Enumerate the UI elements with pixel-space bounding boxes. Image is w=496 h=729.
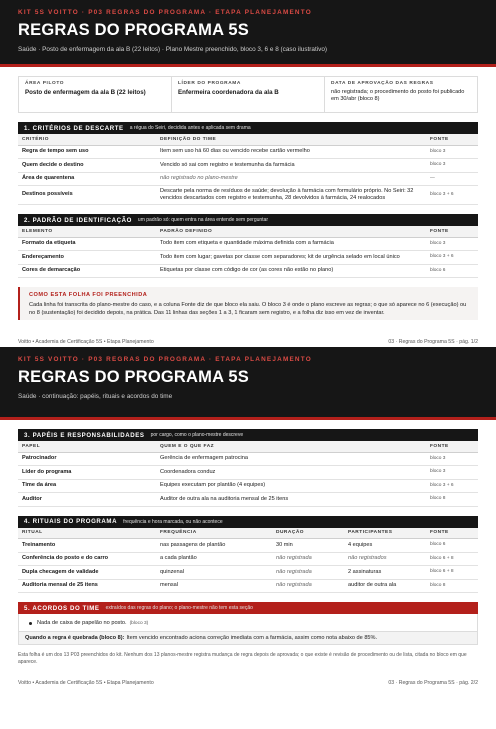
acordos-list (18, 614, 478, 632)
section-papeis (18, 429, 478, 507)
page2-header (0, 347, 496, 417)
page1-title: REGRAS DO PROGRAMA 5S (18, 21, 249, 39)
program-info-box (18, 76, 478, 113)
page2-footer: Voitto • Academia de Certificação 5S • Etapa Planejamento 03 · Regras do Programa 5S · pág. 2/2 (18, 679, 478, 686)
section-header: 1. CRITÉRIOS DE DESCARTE a régua do Seiri, decidida antes e aplicada sem drama (18, 122, 478, 134)
table-header: CRITÉRIO DEFINIÇÃO DO TIME FONTE (18, 134, 478, 145)
table-row: Quem decide o destino Vencido só sai com registro e testemunha da farmácia bloco 3 (18, 159, 478, 173)
page2-title: REGRAS DO PROGRAMA 5S (18, 368, 249, 386)
page2-kicker: KIT 5S VOITTO · P03 REGRAS DO PROGRAMA · ETAPA PLANEJAMENTO (18, 356, 312, 363)
info-area-piloto: ÁREA PILOTO Posto de enfermagem da ala B (22 leitos) (19, 77, 172, 112)
criterios-table (18, 134, 478, 205)
identificacao-table (18, 226, 478, 278)
info-lider: LÍDER DO PROGRAMA Enfermeira coordenadora da ala B (172, 77, 325, 112)
page1-header (0, 0, 496, 64)
table-header: ELEMENTO PADRÃO DEFINIDO FONTE (18, 226, 478, 237)
section-criterios-descarte (18, 122, 478, 205)
table-header: RITUAL FREQUÊNCIA DURAÇÃO PARTICIPANTES FONTE (18, 528, 478, 539)
header-accent-bar (0, 417, 496, 420)
section-header: 5. ACORDOS DO TIME extraídos das regras do plano; o plano-mestre não tem esta seção (18, 602, 478, 614)
table-row: Treinamento nas passagens de plantão 30 min 4 equipes bloco 6 (18, 539, 478, 553)
section-acordos (18, 602, 478, 645)
list-item: Nada de caixa de papelão no posto. (bloco 3) (29, 618, 471, 628)
header-accent-bar (0, 64, 496, 67)
papeis-table (18, 441, 478, 507)
section-header: 4. RITUAIS DO PROGRAMA frequência e hora marcada, ou não acontece (18, 516, 478, 528)
table-header: PAPEL QUEM E O QUE FAZ FONTE (18, 441, 478, 452)
table-row: Regra de tempo sem uso Item sem uso há 60 dias ou vencido recebe cartão vermelho bloco 3 (18, 145, 478, 159)
page2-subtitle: Saúde · continuação: papéis, rituais e acordos do time (18, 393, 173, 400)
table-row: Time da área Equipes executam por plantão (4 equipes) bloco 3 + 6 (18, 479, 478, 493)
table-row: Destinos possíveis Descarte pela norma de resíduos de saúde; devolução à farmácia com formulário próprio. No Seiri: 32 vencidos descartados com registro e testemunha, 28 devolvidos à farmácia, 24 realocados bloco 3 + 6 (18, 186, 478, 205)
table-row: Conferência do posto e do carro a cada plantão não registrada não registrados bloco 6 + 8 (18, 552, 478, 566)
page1-kicker: KIT 5S VOITTO · P03 REGRAS DO PROGRAMA · ETAPA PLANEJAMENTO (18, 9, 312, 16)
page2-note: Esta folha é um dos 13 P03 preenchidos do kit. Nenhum dos 13 planos-mestre registra mudança de regra depois de aprovada; o que existe é revisão de procedimento ou de lista, citada no bloco em que aparece. (18, 652, 467, 666)
page1-footer: Voitto • Academia de Certificação 5S • Etapa Planejamento 03 · Regras do Programa 5S · pág. 1/2 (18, 339, 478, 345)
section-header: 2. PADRÃO DE IDENTIFICAÇÃO um padrão só: quem entra na área entende sem perguntar (18, 214, 478, 226)
page1-subtitle: Saúde · Posto de enfermagem da ala B (22 leitos) · Plano Mestre preenchido, bloco 3, 6 e 8 (caso ilustrativo) (18, 46, 328, 53)
rituais-table (18, 528, 478, 594)
table-row: Área de quarentena não registrado no plano-mestre — (18, 172, 478, 186)
section-rituais (18, 516, 478, 594)
table-row: Endereçamento Todo item com lugar; gavetas por classe com separadores; kit de urgência selado em local único bloco 3 + 6 (18, 251, 478, 265)
table-row: Cores de demarcação Etiquetas por classe com código de cor (as cores não estão no plano) bloco 6 (18, 264, 478, 278)
table-row: Auditoria mensal de 25 itens mensal não registrada auditor de outra ala bloco 8 (18, 579, 478, 593)
table-row: Formato da etiqueta Todo item com etiqueta e quantidade máxima definida com a farmácia bloco 3 (18, 237, 478, 251)
table-row: Dupla checagem de validade quinzenal não registrada 2 assinaturas bloco 6 + 8 (18, 566, 478, 580)
section-padrao-identificacao (18, 214, 478, 278)
section-header: 3. PAPÉIS E RESPONSABILIDADES por cargo, como o plano-mestre descreve (18, 429, 478, 441)
filling-note-callout: COMO ESTA FOLHA FOI PREENCHIDA Cada linha foi transcrita do plano-mestre do caso, e a coluna Fonte diz de que bloco ela saiu. O bloco 3 é onde o plano escreve as regras; o que só aparece no 6 (execução) ou no 8 (sustentação) foi decidido depois, na prática. Das 11 linhas das seções 1 a 3, 1 ficaram sem registro, e a folha diz isso em vez de inventar. (18, 287, 478, 320)
rule-broken-box: Quando a regra é quebrada (bloco 8): Item vencido encontrado aciona correção imediata com a farmácia, assim como nota abaixo de 85%. (18, 632, 478, 645)
table-row: Auditor Auditor de outra ala na auditoria mensal de 25 itens bloco 8 (18, 493, 478, 507)
table-row: Patrocinador Gerência de enfermagem patrocina bloco 3 (18, 452, 478, 466)
table-row: Líder do programa Coordenadora conduz bloco 3 (18, 466, 478, 480)
info-data-aprovacao: DATA DE APROVAÇÃO DAS REGRAS não registrada; o procedimento do posto foi publicado em 30/abr (bloco 8) (331, 81, 465, 103)
bullet-icon (29, 622, 32, 625)
